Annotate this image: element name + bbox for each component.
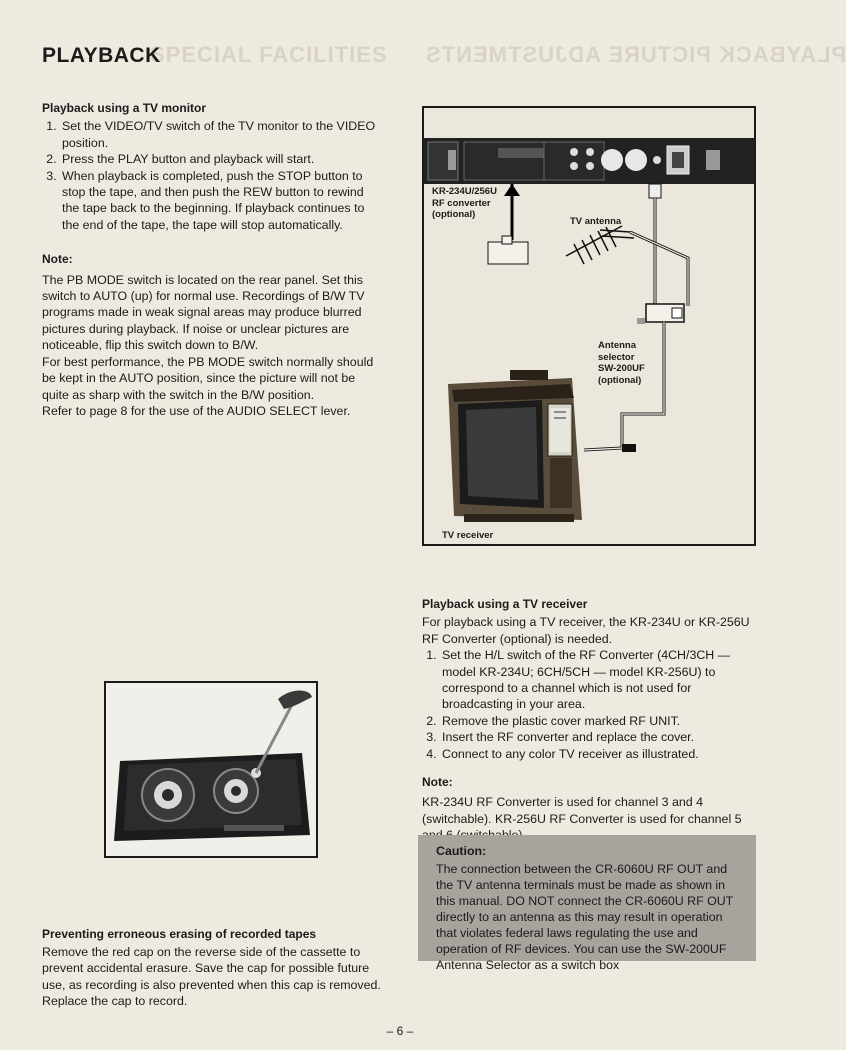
antenna-selector-label: Antenna selector SW-200UF (optional) [598, 340, 645, 386]
tv-receiver-steps [422, 647, 758, 762]
tv-receiver-step: 4. Connect to any color TV receiver as illustrated. [440, 746, 758, 762]
tv-monitor-note-paragraph: Refer to page 8 for the use of the AUDIO SELECT lever. [42, 403, 351, 418]
tv-antenna-label: TV antenna [570, 216, 622, 227]
tv-receiver-step: 1. Set the H/L switch of the RF Converter (4CH/3CH — model KR-234U; 6CH/5CH — model KR-256U) to correspond to a channel which is not used for broadcasting in your area. [440, 647, 758, 713]
tv-receiver [448, 370, 582, 522]
caution-heading: Caution: [436, 844, 487, 858]
tv-monitor-heading: Playback using a TV monitor [42, 101, 207, 115]
tv-receiver-heading: Playback using a TV receiver [422, 597, 588, 611]
tv-monitor-step: 3. When playback is completed, push the STOP button to stop the tape, and then push the REW button to rewind the tape back to the beginning. If playback continues to the end of the tape, the tape will stop automatically. [60, 168, 382, 234]
erasing-text: Remove the red cap on the reverse side of the cassette to prevent accidental erasure. Save the cap for possible future use, as recording is also prevented when this cap is removed. Replace the cap to record. [42, 945, 381, 1008]
tv-receiver-note-text: KR-234U RF Converter is used for channel 3 and 4 (switchable). KR-256U RF Converter is used for channel 5 [422, 795, 742, 826]
tv-receiver-section [422, 596, 758, 844]
tv-monitor-steps [42, 118, 382, 233]
rf-cable [649, 184, 678, 306]
cassette-illustration [104, 681, 318, 858]
bleed-through-right: PLAYBACK PICTURE ADJUSTMENTS [424, 42, 846, 67]
tv-monitor-note-paragraph: The PB MODE switch is located on the rear panel. Set this switch to AUTO (up) for normal use. Recordings of B/W TV programs made in weak signal areas may produce blurred pictures during playback. If noise or unclear pictures are noticeable, flip this switch down to B/W. [42, 272, 365, 353]
tv-receiver-note-heading: Note: [422, 775, 453, 790]
antenna-lead [630, 232, 688, 306]
vcr-rear-panel [424, 138, 754, 184]
caution-text: The connection between the CR-6060U RF OUT and the TV antenna terminals must be made as shown in this manual. DO NOT connect the CR-6060U RF OUT directly to an antenna as this may result in operation that violates federal laws regulating the use and operation of RF devices. You can use the SW-200UF Antenna Selector as a switch box [436, 862, 734, 972]
antenna-selector-box [637, 304, 684, 324]
connection-diagram-drawing [424, 108, 754, 544]
bleed-through-left: SPECIAL FACILITIES [150, 42, 388, 67]
tv-antenna [566, 226, 634, 264]
caution-box [418, 835, 756, 972]
tv-receiver-step: 3. Insert the RF converter and replace the cover. [440, 729, 758, 745]
tv-receiver-label: TV receiver [442, 530, 494, 541]
rf-converter-label: KR-234U/256U RF converter (optional) [432, 186, 497, 220]
cassette-drawing [106, 683, 316, 856]
connection-diagram [422, 106, 756, 546]
bleed-through-header [150, 42, 846, 68]
erasing-section [42, 926, 387, 1009]
tv-monitor-step: 2. Press the PLAY button and playback will start. [60, 151, 382, 167]
tv-monitor-note-paragraph: For best performance, the PB MODE switch normally should be kept in the AUTO position, since the picture will not be quite as sharp with the switch in the B/W position. [42, 354, 374, 402]
tv-monitor-step: 1. Set the VIDEO/TV switch of the TV monitor to the VIDEO position. [60, 118, 382, 151]
tv-receiver-intro: For playback using a TV receiver, the KR-234U or KR-256U RF Converter (optional) is needed. [422, 615, 750, 646]
tv-receiver-step: 2. Remove the plastic cover marked RF UNIT. [440, 713, 758, 729]
erasing-heading: Preventing erroneous erasing of recorded tapes [42, 927, 317, 941]
tv-monitor-section [42, 100, 382, 419]
tv-monitor-note-heading: Note: [42, 252, 73, 267]
page-number: – 6 – [386, 1024, 414, 1038]
page-title: PLAYBACK [42, 44, 161, 67]
